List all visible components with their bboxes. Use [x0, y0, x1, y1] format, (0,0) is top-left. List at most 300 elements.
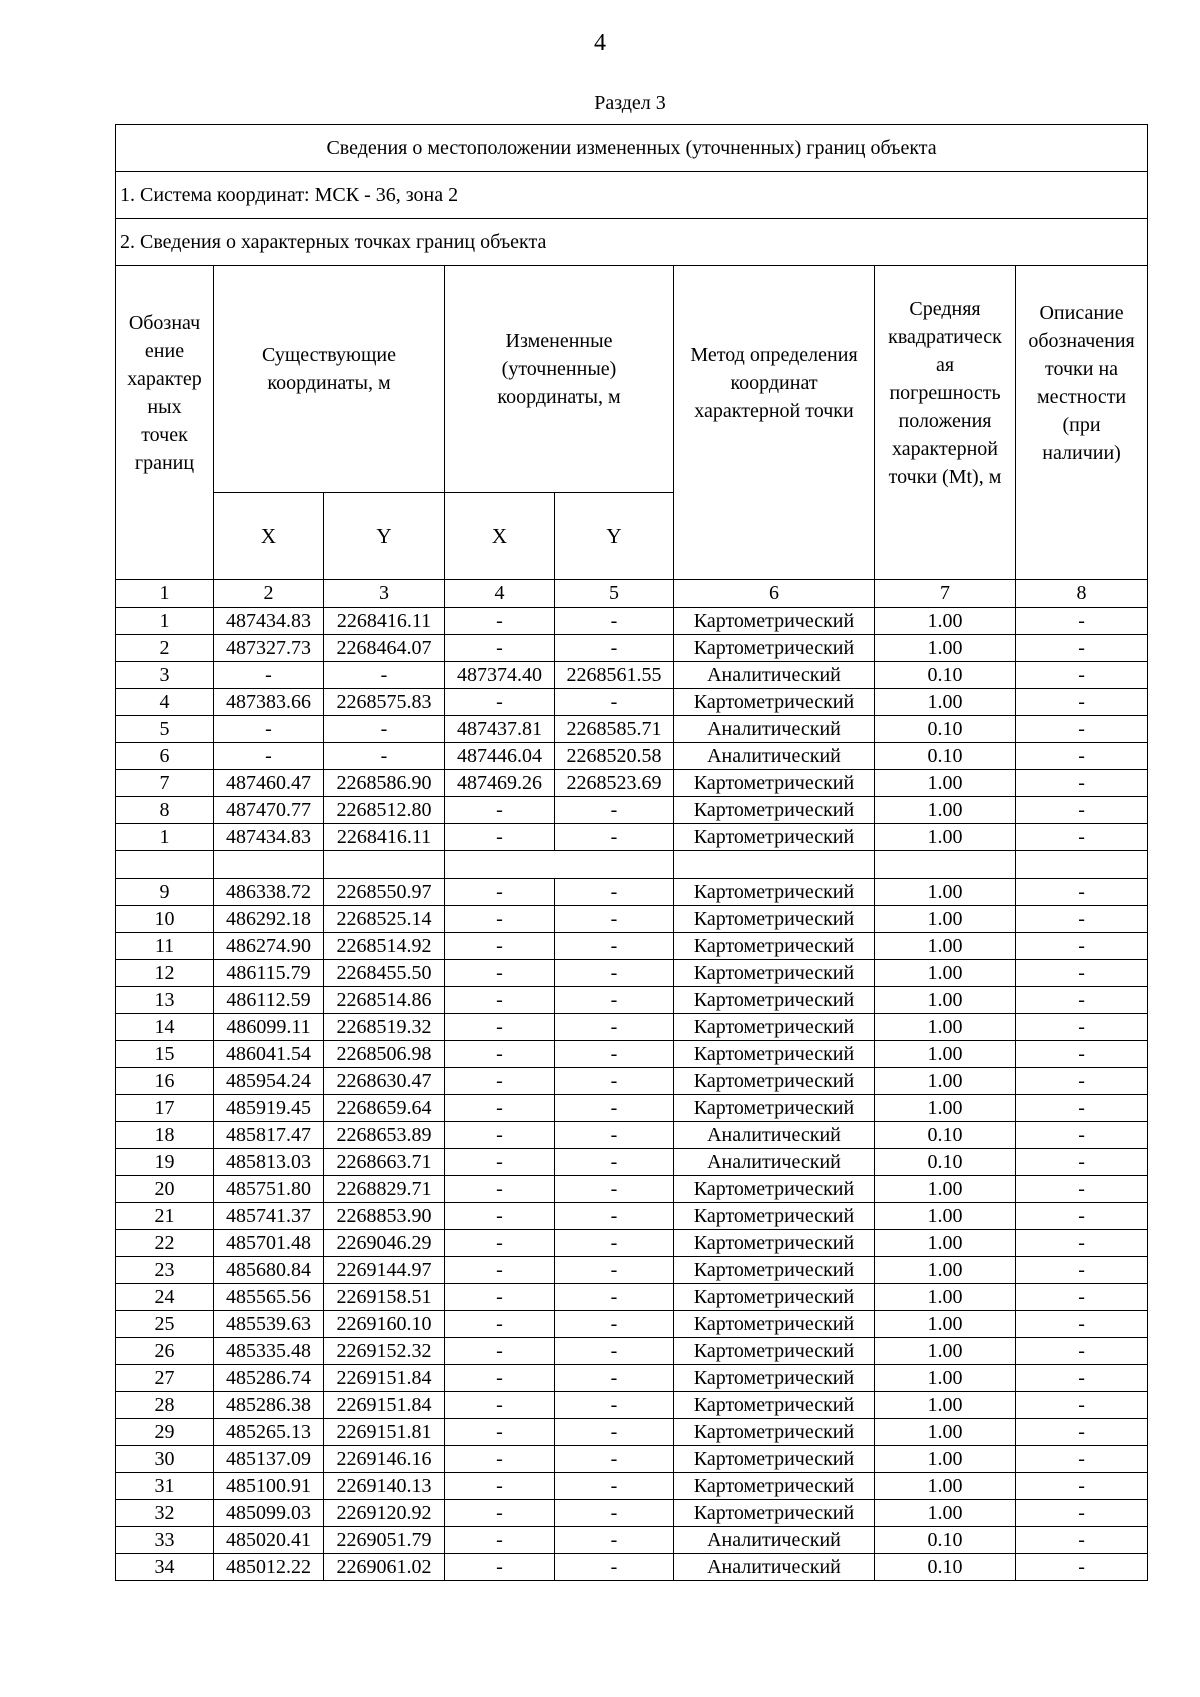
- cell-existing-x: 486274.90: [214, 933, 324, 960]
- cell-existing-x: 487383.66: [214, 689, 324, 716]
- cell-point-id: 24: [116, 1284, 214, 1311]
- cell-method: Картометрический: [674, 1095, 875, 1122]
- cell-changed-x: -: [445, 1365, 555, 1392]
- empty-cell: [875, 851, 1016, 879]
- cell-method: Картометрический: [674, 1446, 875, 1473]
- cell-changed-y: -: [555, 1230, 674, 1257]
- cell-changed-y: -: [555, 906, 674, 933]
- cell-existing-y: 2269120.92: [324, 1500, 445, 1527]
- cell-existing-y: 2268455.50: [324, 960, 445, 987]
- cell-changed-y: -: [555, 1311, 674, 1338]
- cell-point-id: 7: [116, 770, 214, 797]
- cell-changed-x: -: [445, 987, 555, 1014]
- cell-existing-x: 486115.79: [214, 960, 324, 987]
- cell-existing-y: 2268416.11: [324, 608, 445, 635]
- cell-existing-x: 485817.47: [214, 1122, 324, 1149]
- cell-error: 1.00: [875, 689, 1016, 716]
- column-number: 4: [445, 580, 555, 608]
- cell-existing-y: 2269158.51: [324, 1284, 445, 1311]
- cell-existing-y: 2268575.83: [324, 689, 445, 716]
- table-row: [116, 987, 1148, 1014]
- cell-point-id: 32: [116, 1500, 214, 1527]
- cell-point-id: 13: [116, 987, 214, 1014]
- cell-point-id: 25: [116, 1311, 214, 1338]
- cell-existing-x: 485099.03: [214, 1500, 324, 1527]
- cell-existing-y: 2268519.32: [324, 1014, 445, 1041]
- cell-description: -: [1016, 662, 1148, 689]
- cell-method: Картометрический: [674, 1068, 875, 1095]
- points-heading: 2. Сведения о характерных точках границ объекта: [116, 219, 1148, 266]
- cell-description: -: [1016, 1338, 1148, 1365]
- cell-existing-x: 486112.59: [214, 987, 324, 1014]
- empty-cell: [324, 851, 445, 879]
- cell-existing-x: -: [214, 662, 324, 689]
- cell-point-id: 21: [116, 1203, 214, 1230]
- cell-existing-x: 485741.37: [214, 1203, 324, 1230]
- cell-point-id: 34: [116, 1554, 214, 1581]
- cell-method: Картометрический: [674, 906, 875, 933]
- cell-changed-y: -: [555, 1473, 674, 1500]
- cell-description: -: [1016, 1149, 1148, 1176]
- cell-changed-y: -: [555, 1500, 674, 1527]
- cell-error: 1.00: [875, 1284, 1016, 1311]
- cell-existing-y: 2268630.47: [324, 1068, 445, 1095]
- cell-error: 1.00: [875, 1068, 1016, 1095]
- cell-description: -: [1016, 1257, 1148, 1284]
- cell-method: Картометрический: [674, 960, 875, 987]
- cell-changed-y: -: [555, 1149, 674, 1176]
- cell-existing-x: 485335.48: [214, 1338, 324, 1365]
- cell-error: 1.00: [875, 906, 1016, 933]
- cell-description: -: [1016, 797, 1148, 824]
- cell-method: Картометрический: [674, 1203, 875, 1230]
- cell-changed-x: -: [445, 879, 555, 906]
- cell-existing-x: 485020.41: [214, 1527, 324, 1554]
- cell-changed-y: 2268523.69: [555, 770, 674, 797]
- empty-cell: [116, 851, 214, 879]
- empty-cell: [1016, 851, 1148, 879]
- cell-description: -: [1016, 1473, 1148, 1500]
- cell-changed-y: -: [555, 1068, 674, 1095]
- cell-existing-x: 487470.77: [214, 797, 324, 824]
- cell-error: 1.00: [875, 635, 1016, 662]
- cell-changed-x: -: [445, 1473, 555, 1500]
- cell-method: Картометрический: [674, 1230, 875, 1257]
- column-number: 7: [875, 580, 1016, 608]
- cell-point-id: 6: [116, 743, 214, 770]
- cell-existing-x: 487460.47: [214, 770, 324, 797]
- cell-existing-y: 2269160.10: [324, 1311, 445, 1338]
- cell-method: Картометрический: [674, 1041, 875, 1068]
- cell-existing-y: 2268514.86: [324, 987, 445, 1014]
- header-existing-y: Y: [324, 493, 445, 580]
- cell-changed-y: -: [555, 608, 674, 635]
- table-row: [116, 743, 1148, 770]
- cell-error: 0.10: [875, 1149, 1016, 1176]
- column-numbers-row: [116, 580, 1148, 608]
- cell-existing-y: 2268653.89: [324, 1122, 445, 1149]
- cell-existing-y: 2269151.84: [324, 1365, 445, 1392]
- table-row: [116, 960, 1148, 987]
- cell-changed-y: 2268520.58: [555, 743, 674, 770]
- column-number: 5: [555, 580, 674, 608]
- cell-changed-y: -: [555, 1392, 674, 1419]
- cell-description: -: [1016, 987, 1148, 1014]
- table-row: [116, 1311, 1148, 1338]
- header-changed-coordinates: Измененные (уточненные) координаты, м: [445, 266, 674, 493]
- table-row: [116, 1500, 1148, 1527]
- cell-point-id: 11: [116, 933, 214, 960]
- cell-point-id: 28: [116, 1392, 214, 1419]
- cell-existing-x: 485751.80: [214, 1176, 324, 1203]
- cell-method: Аналитический: [674, 716, 875, 743]
- cell-existing-x: 485539.63: [214, 1311, 324, 1338]
- header-error: Средняя квадратическ ая погрешность положения характерной точки (Mt), м: [875, 266, 1016, 580]
- cell-changed-x: -: [445, 608, 555, 635]
- cell-changed-x: 487437.81: [445, 716, 555, 743]
- cell-changed-y: -: [555, 635, 674, 662]
- cell-changed-x: 487446.04: [445, 743, 555, 770]
- cell-changed-y: -: [555, 879, 674, 906]
- table-row: [116, 1230, 1148, 1257]
- cell-method: Картометрический: [674, 1257, 875, 1284]
- cell-error: 1.00: [875, 1473, 1016, 1500]
- table-row: [116, 1446, 1148, 1473]
- cell-description: -: [1016, 1392, 1148, 1419]
- cell-existing-x: 485265.13: [214, 1419, 324, 1446]
- cell-error: 1.00: [875, 1014, 1016, 1041]
- table-row: [116, 1203, 1148, 1230]
- cell-method: Картометрический: [674, 987, 875, 1014]
- cell-point-id: 17: [116, 1095, 214, 1122]
- cell-existing-y: 2269051.79: [324, 1527, 445, 1554]
- cell-point-id: 19: [116, 1149, 214, 1176]
- cell-error: 1.00: [875, 824, 1016, 851]
- contour-separator-row: [116, 851, 1148, 879]
- cell-existing-y: 2269144.97: [324, 1257, 445, 1284]
- cell-point-id: 10: [116, 906, 214, 933]
- cell-error: 1.00: [875, 1095, 1016, 1122]
- cell-error: 1.00: [875, 1365, 1016, 1392]
- cell-error: 1.00: [875, 1041, 1016, 1068]
- cell-changed-y: -: [555, 1338, 674, 1365]
- cell-existing-y: 2268586.90: [324, 770, 445, 797]
- cell-changed-y: -: [555, 1203, 674, 1230]
- table-row: [116, 608, 1148, 635]
- cell-error: 0.10: [875, 716, 1016, 743]
- cell-existing-x: 486041.54: [214, 1041, 324, 1068]
- cell-existing-x: 485012.22: [214, 1554, 324, 1581]
- cell-changed-y: -: [555, 689, 674, 716]
- cell-changed-y: -: [555, 1419, 674, 1446]
- cell-changed-x: -: [445, 1014, 555, 1041]
- table-row: [116, 1176, 1148, 1203]
- cell-description: -: [1016, 635, 1148, 662]
- cell-existing-x: 486292.18: [214, 906, 324, 933]
- empty-cell: [445, 851, 674, 879]
- cell-existing-y: -: [324, 743, 445, 770]
- cell-error: 1.00: [875, 770, 1016, 797]
- cell-method: Картометрический: [674, 1338, 875, 1365]
- table-row: [116, 1419, 1148, 1446]
- header-method: Метод определения координат характерной точки: [674, 266, 875, 580]
- cell-point-id: 15: [116, 1041, 214, 1068]
- cell-description: -: [1016, 960, 1148, 987]
- cell-error: 1.00: [875, 1419, 1016, 1446]
- cell-existing-y: 2268525.14: [324, 906, 445, 933]
- cell-method: Аналитический: [674, 743, 875, 770]
- cell-existing-y: 2268663.71: [324, 1149, 445, 1176]
- table-row: [116, 1068, 1148, 1095]
- empty-cell: [674, 851, 875, 879]
- cell-method: Картометрический: [674, 879, 875, 906]
- cell-existing-y: 2269146.16: [324, 1446, 445, 1473]
- cell-changed-y: 2268585.71: [555, 716, 674, 743]
- cell-existing-y: 2268514.92: [324, 933, 445, 960]
- cell-changed-x: -: [445, 797, 555, 824]
- cell-existing-y: 2268829.71: [324, 1176, 445, 1203]
- cell-description: -: [1016, 933, 1148, 960]
- cell-error: 1.00: [875, 1446, 1016, 1473]
- cell-description: -: [1016, 1041, 1148, 1068]
- cell-changed-x: -: [445, 1419, 555, 1446]
- table-row: [116, 770, 1148, 797]
- cell-point-id: 18: [116, 1122, 214, 1149]
- cell-point-id: 30: [116, 1446, 214, 1473]
- cell-point-id: 27: [116, 1365, 214, 1392]
- cell-method: Картометрический: [674, 1419, 875, 1446]
- cell-description: -: [1016, 1203, 1148, 1230]
- cell-changed-y: 2268561.55: [555, 662, 674, 689]
- cell-changed-x: -: [445, 1176, 555, 1203]
- cell-existing-x: 485100.91: [214, 1473, 324, 1500]
- cell-changed-x: -: [445, 689, 555, 716]
- cell-changed-x: -: [445, 906, 555, 933]
- cell-method: Картометрический: [674, 689, 875, 716]
- cell-description: -: [1016, 1365, 1148, 1392]
- cell-changed-x: -: [445, 824, 555, 851]
- cell-changed-y: -: [555, 1095, 674, 1122]
- cell-description: -: [1016, 1014, 1148, 1041]
- table-row: [116, 1392, 1148, 1419]
- cell-existing-x: 485954.24: [214, 1068, 324, 1095]
- cell-description: -: [1016, 879, 1148, 906]
- cell-changed-y: -: [555, 1446, 674, 1473]
- header-designation: Обознач ение характер ных точек границ: [116, 266, 214, 580]
- cell-description: -: [1016, 1230, 1148, 1257]
- cell-method: Картометрический: [674, 933, 875, 960]
- cell-method: Картометрический: [674, 1014, 875, 1041]
- cell-changed-x: -: [445, 1446, 555, 1473]
- table-row: [116, 1365, 1148, 1392]
- cell-changed-y: -: [555, 1527, 674, 1554]
- cell-point-id: 29: [116, 1419, 214, 1446]
- cell-point-id: 20: [116, 1176, 214, 1203]
- cell-existing-y: 2269151.81: [324, 1419, 445, 1446]
- cell-point-id: 1: [116, 824, 214, 851]
- cell-method: Картометрический: [674, 1473, 875, 1500]
- cell-existing-y: 2268506.98: [324, 1041, 445, 1068]
- cell-point-id: 26: [116, 1338, 214, 1365]
- cell-error: 1.00: [875, 1392, 1016, 1419]
- cell-error: 1.00: [875, 933, 1016, 960]
- header-existing-coordinates: Существующие координаты, м: [214, 266, 445, 493]
- cell-existing-y: 2269061.02: [324, 1554, 445, 1581]
- cell-error: 1.00: [875, 1203, 1016, 1230]
- cell-changed-x: -: [445, 1257, 555, 1284]
- header-existing-x: X: [214, 493, 324, 580]
- cell-existing-x: 485813.03: [214, 1149, 324, 1176]
- cell-existing-x: 485286.38: [214, 1392, 324, 1419]
- cell-description: -: [1016, 824, 1148, 851]
- table-row: [116, 1149, 1148, 1176]
- header-changed-x: X: [445, 493, 555, 580]
- cell-point-id: 31: [116, 1473, 214, 1500]
- cell-description: -: [1016, 689, 1148, 716]
- cell-changed-x: -: [445, 1041, 555, 1068]
- table-row: [116, 1014, 1148, 1041]
- cell-changed-x: -: [445, 635, 555, 662]
- cell-method: Картометрический: [674, 635, 875, 662]
- column-number: 8: [1016, 580, 1148, 608]
- cell-existing-y: 2269140.13: [324, 1473, 445, 1500]
- cell-description: -: [1016, 1554, 1148, 1581]
- cell-point-id: 2: [116, 635, 214, 662]
- table-row: [116, 716, 1148, 743]
- table-row: [116, 689, 1148, 716]
- cell-existing-x: 485137.09: [214, 1446, 324, 1473]
- cell-point-id: 33: [116, 1527, 214, 1554]
- cell-description: -: [1016, 1122, 1148, 1149]
- cell-description: -: [1016, 716, 1148, 743]
- cell-description: -: [1016, 1419, 1148, 1446]
- cell-existing-x: 485919.45: [214, 1095, 324, 1122]
- cell-existing-y: 2268550.97: [324, 879, 445, 906]
- cell-point-id: 4: [116, 689, 214, 716]
- cell-existing-x: 487434.83: [214, 824, 324, 851]
- table-row: [116, 662, 1148, 689]
- cell-existing-y: 2268853.90: [324, 1203, 445, 1230]
- cell-method: Картометрический: [674, 1365, 875, 1392]
- cell-existing-y: 2268512.80: [324, 797, 445, 824]
- empty-cell: [214, 851, 324, 879]
- cell-existing-y: -: [324, 662, 445, 689]
- cell-method: Аналитический: [674, 1149, 875, 1176]
- cell-error: 1.00: [875, 1338, 1016, 1365]
- cell-changed-x: -: [445, 1284, 555, 1311]
- cell-changed-x: -: [445, 1500, 555, 1527]
- cell-error: 0.10: [875, 1527, 1016, 1554]
- cell-description: -: [1016, 1311, 1148, 1338]
- cell-method: Картометрический: [674, 1311, 875, 1338]
- cell-existing-y: 2269151.84: [324, 1392, 445, 1419]
- cell-existing-x: 486338.72: [214, 879, 324, 906]
- table-row: [116, 635, 1148, 662]
- cell-changed-y: -: [555, 797, 674, 824]
- cell-point-id: 16: [116, 1068, 214, 1095]
- cell-error: 1.00: [875, 797, 1016, 824]
- cell-changed-y: -: [555, 1365, 674, 1392]
- cell-description: -: [1016, 1527, 1148, 1554]
- column-number: 3: [324, 580, 445, 608]
- cell-method: Картометрический: [674, 770, 875, 797]
- cell-error: 0.10: [875, 1554, 1016, 1581]
- cell-point-id: 5: [116, 716, 214, 743]
- cell-description: -: [1016, 1095, 1148, 1122]
- cell-method: Картометрический: [674, 824, 875, 851]
- table-row: [116, 1257, 1148, 1284]
- cell-changed-x: -: [445, 1122, 555, 1149]
- cell-existing-x: -: [214, 716, 324, 743]
- cell-method: Аналитический: [674, 1554, 875, 1581]
- cell-description: -: [1016, 743, 1148, 770]
- table-title: Сведения о местоположении измененных (уточненных) границ объекта: [116, 125, 1148, 172]
- cell-error: 1.00: [875, 879, 1016, 906]
- cell-error: 1.00: [875, 960, 1016, 987]
- cell-existing-x: 487434.83: [214, 608, 324, 635]
- cell-error: 1.00: [875, 1176, 1016, 1203]
- cell-description: -: [1016, 1446, 1148, 1473]
- table-row: [116, 1554, 1148, 1581]
- header-changed-y: Y: [555, 493, 674, 580]
- cell-existing-x: 486099.11: [214, 1014, 324, 1041]
- cell-changed-x: -: [445, 960, 555, 987]
- cell-error: 0.10: [875, 662, 1016, 689]
- cell-point-id: 22: [116, 1230, 214, 1257]
- cell-changed-x: -: [445, 1203, 555, 1230]
- cell-changed-x: 487374.40: [445, 662, 555, 689]
- cell-changed-y: -: [555, 987, 674, 1014]
- cell-description: -: [1016, 1176, 1148, 1203]
- cell-method: Картометрический: [674, 1176, 875, 1203]
- coordinate-system: 1. Система координат: МСК - 36, зона 2: [116, 172, 1148, 219]
- cell-point-id: 23: [116, 1257, 214, 1284]
- cell-existing-y: 2268659.64: [324, 1095, 445, 1122]
- table-row: [116, 1527, 1148, 1554]
- cell-point-id: 12: [116, 960, 214, 987]
- cell-method: Картометрический: [674, 1284, 875, 1311]
- cell-changed-x: -: [445, 1392, 555, 1419]
- cell-changed-x: -: [445, 1095, 555, 1122]
- cell-changed-x: -: [445, 933, 555, 960]
- cell-changed-x: -: [445, 1311, 555, 1338]
- table-row: [116, 1041, 1148, 1068]
- cell-description: -: [1016, 1500, 1148, 1527]
- cell-changed-x: -: [445, 1554, 555, 1581]
- cell-changed-y: -: [555, 1257, 674, 1284]
- cell-method: Аналитический: [674, 1527, 875, 1554]
- cell-point-id: 8: [116, 797, 214, 824]
- cell-changed-x: -: [445, 1149, 555, 1176]
- cell-description: -: [1016, 1284, 1148, 1311]
- cell-point-id: 14: [116, 1014, 214, 1041]
- cell-error: 1.00: [875, 1500, 1016, 1527]
- cell-changed-x: -: [445, 1068, 555, 1095]
- cell-existing-x: -: [214, 743, 324, 770]
- cell-existing-y: 2269152.32: [324, 1338, 445, 1365]
- table-row: [116, 906, 1148, 933]
- cell-point-id: 3: [116, 662, 214, 689]
- cell-error: 1.00: [875, 608, 1016, 635]
- cell-existing-x: 485680.84: [214, 1257, 324, 1284]
- table-row: [116, 1095, 1148, 1122]
- cell-error: 0.10: [875, 1122, 1016, 1149]
- cell-changed-y: -: [555, 1041, 674, 1068]
- column-number: 6: [674, 580, 875, 608]
- section-title: Раздел 3: [594, 92, 666, 114]
- boundary-points-table: [115, 124, 1148, 1581]
- cell-error: 1.00: [875, 1257, 1016, 1284]
